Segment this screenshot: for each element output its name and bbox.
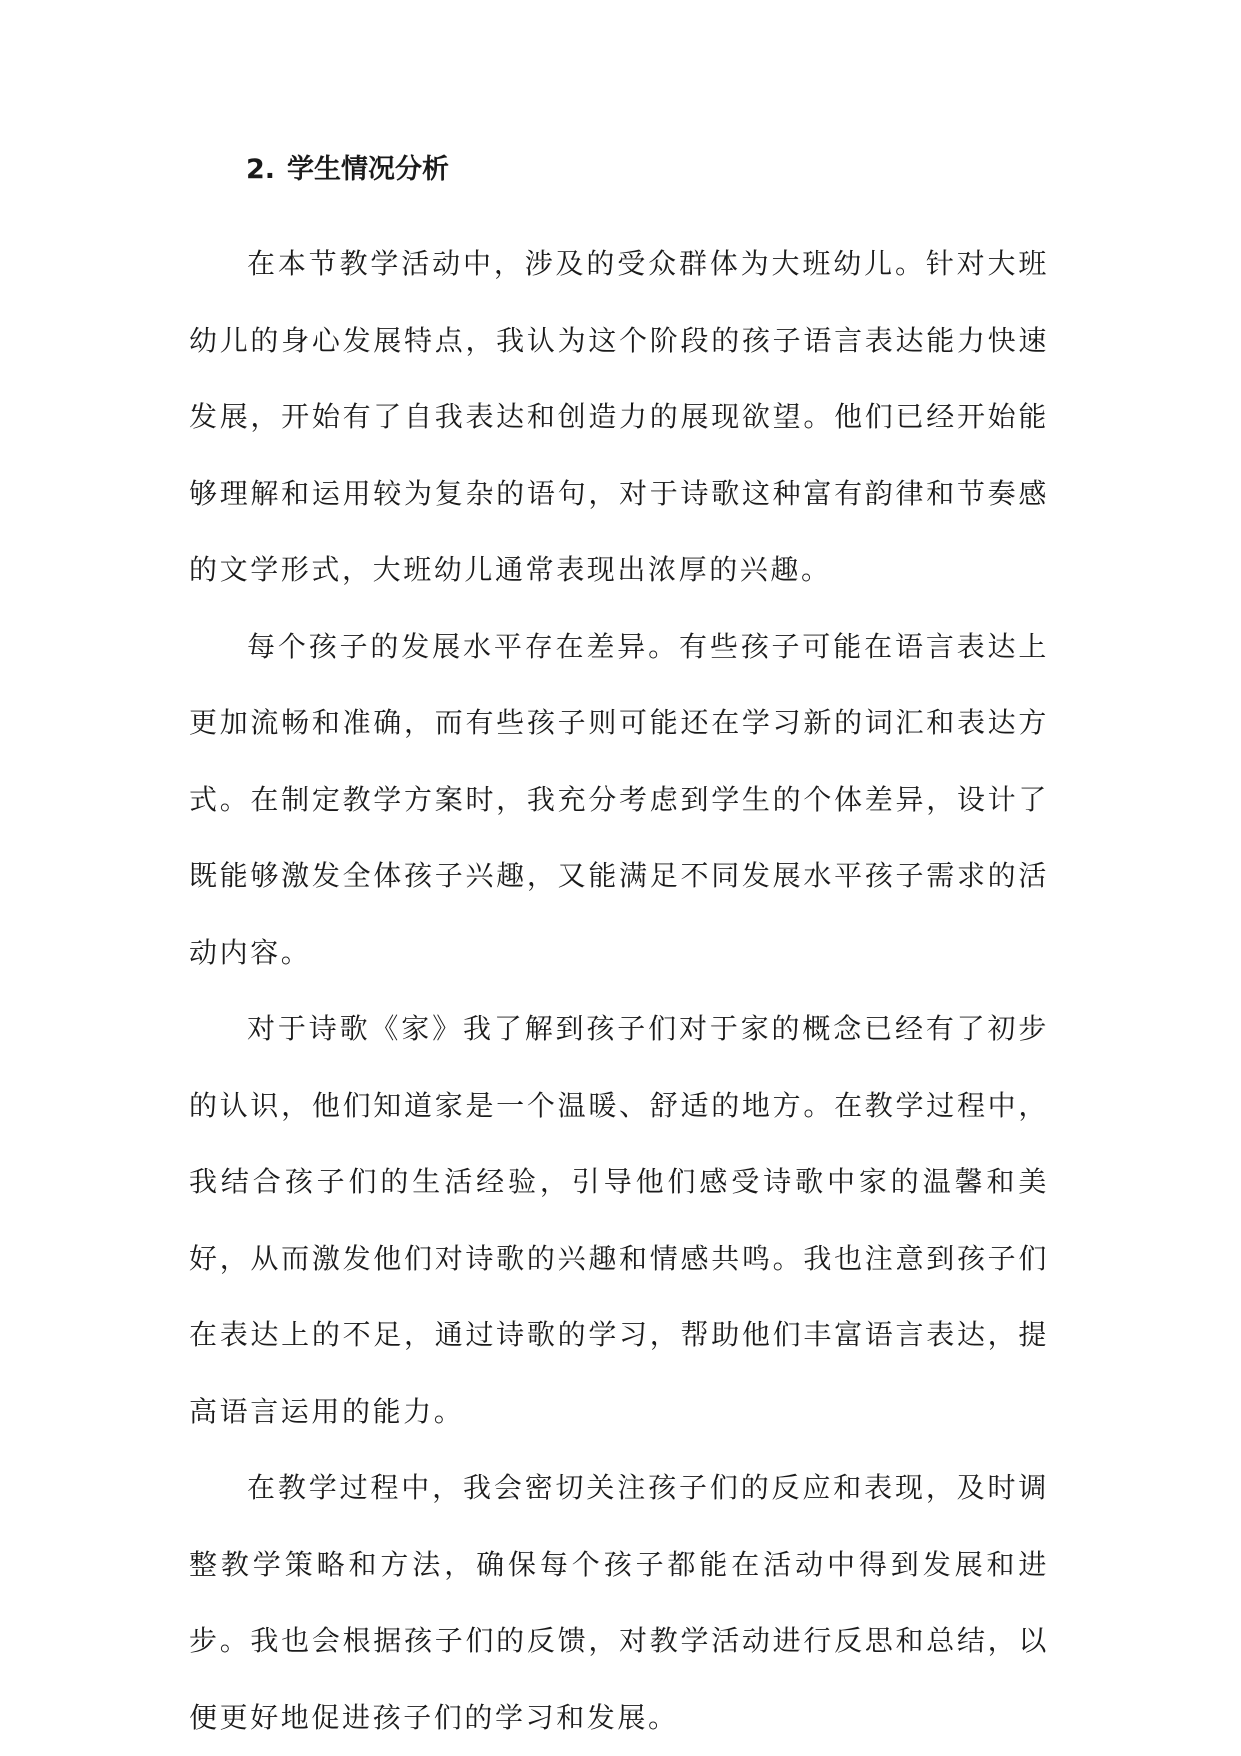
section-number: 2. xyxy=(246,154,276,185)
section-heading xyxy=(246,150,449,190)
paragraph-2: 每个孩子的发展水平存在差异。有些孩子可能在语言表达上更加流畅和准确，而有些孩子则可能还在学习新的词汇和表达方式。在制定教学方案时，我充分考虑到学生的个体差异，设计了既能够激发全体孩子兴趣，又能满足不同发展水平孩子需求的活动内容。 xyxy=(189,629,1049,969)
paragraph-1: 在本节教学活动中，涉及的受众群体为大班幼儿。针对大班幼儿的身心发展特点，我认为这个阶段的孩子语言表达能力快速发展，开始有了自我表达和创造力的展现欲望。他们已经开始能够理解和运用较为复杂的语句，对于诗歌这种富有韵律和节奏感的文学形式，大班幼儿通常表现出浓厚的兴趣。 xyxy=(189,247,1049,586)
paragraph-4: 在教学过程中，我会密切关注孩子们的反应和表现，及时调整教学策略和方法，确保每个孩子都能在活动中得到发展和进步。我也会根据孩子们的反馈，对教学活动进行反思和总结，以便更好地促进孩子们的学习和发展。 xyxy=(189,1471,1049,1734)
section-title: 学生情况分析 xyxy=(287,154,450,185)
document-body xyxy=(189,226,1049,1756)
paragraph-3: 对于诗歌《家》我了解到孩子们对于家的概念已经有了初步的认识，他们知道家是一个温暖、舒适的地方。在教学过程中，我结合孩子们的生活经验，引导他们感受诗歌中家的温馨和美好，从而激发他们对诗歌的兴趣和情感共鸣。我也注意到孩子们在表达上的不足，通过诗歌的学习，帮助他们丰富语言表达，提高语言运用的能力。 xyxy=(189,1012,1049,1428)
